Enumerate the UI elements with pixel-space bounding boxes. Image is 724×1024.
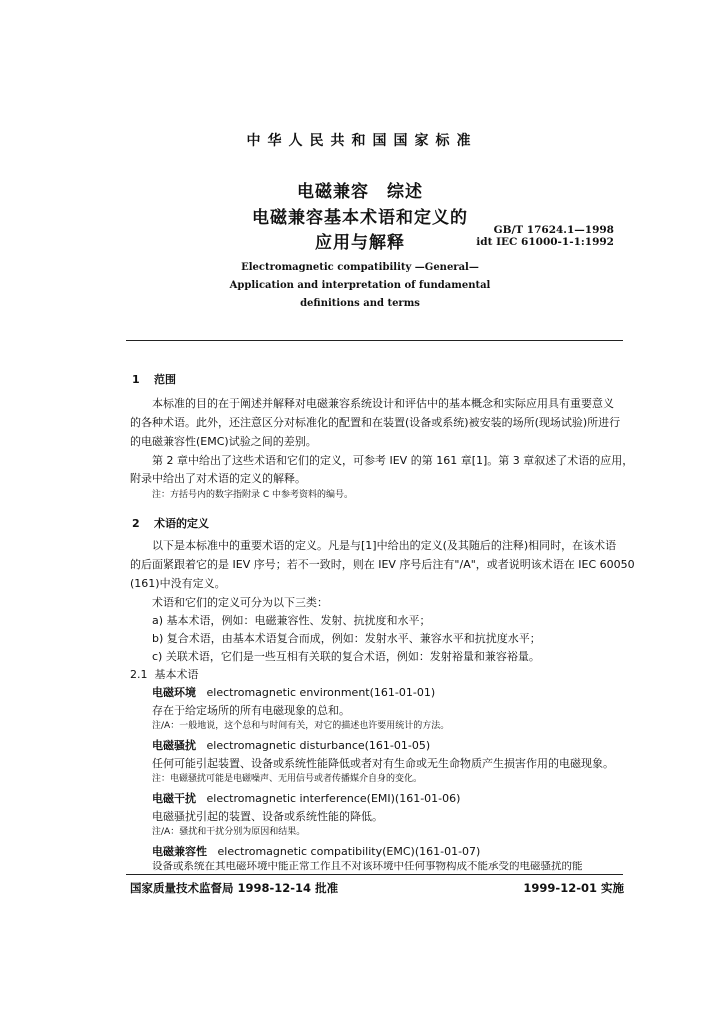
paragraph-line: (161)中没有定义。	[130, 577, 226, 590]
national-standard-header: 中华人民共和国国家标准	[246, 133, 478, 149]
term-zh: 电磁骚扰	[152, 739, 196, 752]
term-entry	[152, 687, 646, 698]
term-entry	[152, 740, 646, 751]
list-item: a) 基本术语，例如：电磁兼容性、发射、抗扰度和水平；	[152, 614, 431, 627]
term-note: 注：电磁骚扰可能是电磁噪声、无用信号或者传播媒介自身的变化。	[152, 774, 423, 784]
standard-code: GB/T 17624.1—1998	[493, 224, 614, 236]
term-definition: 电磁骚扰引起的装置、设备或系统性能的降低。	[152, 810, 383, 823]
title-en-line-2: Application and interpretation of fundamental	[229, 280, 491, 291]
term-en: electromagnetic compatibility(EMC)(161-01-07)	[217, 845, 481, 858]
section-number: 2	[132, 517, 140, 530]
paragraph-line: 附录中给出了对术语的定义的解释。	[130, 472, 306, 485]
implementation-date: 1999-12-01 实施	[523, 881, 624, 895]
term-en: electromagnetic disturbance(161-01-05)	[206, 739, 431, 752]
title-zh-line-1: 电磁兼容 综述	[297, 182, 423, 202]
term-note: 注/A：一般地说，这个总和与时间有关，对它的描述也许要用统计的方法。	[152, 721, 450, 731]
section-title: 范围	[154, 373, 176, 386]
title-en-line-3: definitions and terms	[300, 298, 420, 309]
paragraph-line: 的电磁兼容性(EMC)试验之间的差别。	[130, 435, 317, 448]
section-2-heading	[132, 515, 209, 531]
term-definition: 存在于给定场所的所有电磁现象的总和。	[152, 704, 350, 717]
note-line: 注：方括号内的数字指附录 C 中参考资料的编号。	[152, 490, 354, 500]
paragraph-line: 本标准的目的在于阐述并解释对电磁兼容系统设计和评估中的基本概念和实际应用具有重要意义	[152, 397, 614, 410]
approval-date: 国家质量技术监督局 1998-12-14 批准	[130, 881, 339, 895]
list-item: c) 关联术语，它们是一些互相有关联的复合术语，例如：发射裕量和兼容裕量。	[152, 650, 540, 663]
term-en: electromagnetic interference(EMI)(161-01-06)	[206, 792, 461, 805]
term-note: 注/A：骚扰和干扰分别为原因和结果。	[152, 827, 306, 837]
paragraph-line: 术语和它们的定义可分为以下三类：	[152, 596, 328, 609]
term-entry	[152, 846, 646, 857]
term-definition: 任何可能引起装置、设备或系统性能降低或者对有生命或无生命物质产生损害作用的电磁现象。	[152, 757, 614, 770]
term-zh: 电磁环境	[152, 686, 196, 699]
subsection-title: 基本术语	[154, 668, 199, 681]
subsection-2-1-heading	[130, 669, 624, 680]
section-1-heading	[132, 371, 176, 387]
section-number: 1	[132, 373, 140, 386]
paragraph-line: 的各种术语。此外，还注意区分对标准化的配置和在装置(设备或系统)被安装的场所(现场试验)所进行	[130, 416, 621, 429]
title-zh-line-2: 电磁兼容基本术语和定义的	[252, 208, 468, 228]
section-title: 术语的定义	[154, 517, 209, 530]
subsection-number: 2.1	[130, 668, 148, 681]
paragraph-line: 以下是本标准中的重要术语的定义。凡是与[1]中给出的定义(及其随后的注释)相同时，在该术语	[152, 539, 617, 552]
header-divider	[126, 340, 623, 341]
term-definition: 设备或系统在其电磁环境中能正常工作且不对该环境中任何事物构成不能承受的电磁骚扰的能	[152, 861, 583, 872]
term-zh: 电磁兼容性	[152, 845, 207, 858]
paragraph-line: 第 2 章中给出了这些术语和它们的定义，可参考 IEV 的第 161 章[1]。第 3 章叙述了术语的应用，	[152, 454, 634, 467]
paragraph-line: 的后面紧跟着它的是 IEV 序号；若不一致时，则在 IEV 序号后注有"/A"，或者说明该术语在 IEC 60050	[130, 558, 635, 571]
iec-equivalence-code: idt IEC 61000-1-1:1992	[476, 236, 614, 248]
term-zh: 电磁干扰	[152, 792, 196, 805]
footer-divider	[126, 874, 623, 875]
title-en-line-1: Electromagnetic compatibility —General—	[241, 262, 479, 273]
term-en: electromagnetic environment(161-01-01)	[206, 686, 436, 699]
list-item: b) 复合术语，由基本术语复合而成，例如：发射水平、兼容水平和抗扰度水平；	[152, 632, 541, 645]
term-entry	[152, 793, 646, 804]
title-zh-line-3: 应用与解释	[315, 233, 405, 253]
